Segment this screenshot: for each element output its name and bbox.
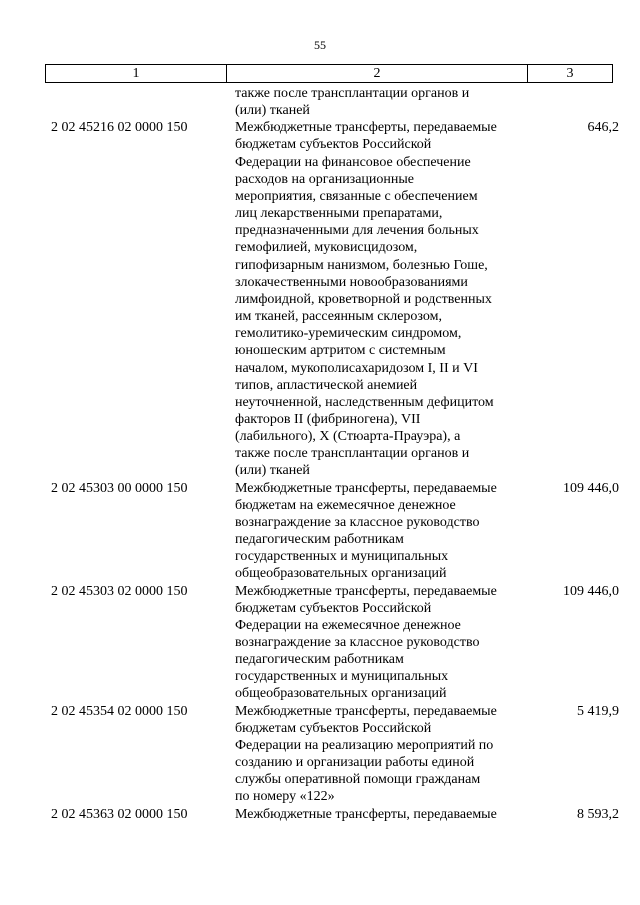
amount-cell: 5 419,9 <box>577 703 619 719</box>
description-line: также после трансплантации органов и <box>235 86 470 101</box>
description-line: бюджетам субъектов Российской <box>235 720 432 736</box>
description-line: злокачественными новообразованиями <box>235 274 468 290</box>
description-line: им тканей, рассеянным склерозом, <box>235 309 442 325</box>
column-header-1: 1 <box>46 65 227 83</box>
description-cell <box>231 806 535 823</box>
page-number: 55 <box>314 38 326 52</box>
description-line: факторов II (фибриногена), VII <box>235 411 421 427</box>
continuation-row <box>45 85 623 119</box>
column-header-row <box>46 65 613 83</box>
description-line: Межбюджетные трансферты, передаваемые <box>235 806 497 822</box>
continuation-amount-cell <box>535 85 623 119</box>
column-header-table <box>45 64 613 83</box>
description-line: педагогическим работникам <box>235 532 404 548</box>
column-header-2: 2 <box>227 65 528 83</box>
description-line: вознаграждение за классное руководство <box>235 635 480 650</box>
description-line: службы оперативной помощи гражданам <box>235 772 481 788</box>
table-row <box>45 703 623 806</box>
description-line: бюджетам субъектов Российской <box>235 137 432 153</box>
amount-cell: 109 446,0 <box>563 480 619 496</box>
description-line: гемолитико-уремическим синдромом, <box>235 326 462 342</box>
description-cell <box>231 703 535 806</box>
description-line: также после трансплантации органов и <box>235 446 470 462</box>
description-line: Межбюджетные трансферты, передаваемые <box>235 120 497 136</box>
budget-code-cell: 2 02 45303 00 0000 150 <box>51 480 188 496</box>
table-row <box>45 806 623 823</box>
description-line: (или) тканей <box>235 463 310 479</box>
description-line: бюджетам на ежемесячное денежное <box>235 497 456 513</box>
description-line: лимфоидной, кроветворной и родственных <box>235 291 492 307</box>
description-line: Межбюджетные трансферты, передаваемые <box>235 583 497 599</box>
description-cell <box>231 119 535 479</box>
description-line: Межбюджетные трансферты, передаваемые <box>235 480 497 496</box>
continuation-code-cell <box>45 85 231 119</box>
description-line: Федерации на финансовое обеспечение <box>235 154 471 170</box>
description-line: (лабильного), X (Стюарта-Прауэра), а <box>235 429 461 445</box>
description-line: типов, апластической анемией <box>235 377 418 393</box>
budget-code-cell: 2 02 45303 02 0000 150 <box>51 583 188 599</box>
amount-cell: 109 446,0 <box>563 583 619 599</box>
description-line: расходов на организационные <box>235 171 415 187</box>
description-line: началом, мукополисахаридозом I, II и VI <box>235 360 478 376</box>
table-row <box>45 583 623 703</box>
description-cell <box>231 480 535 583</box>
description-line: государственных и муниципальных <box>235 549 449 565</box>
description-line: созданию и организации работы единой <box>235 755 475 771</box>
amount-cell: 646,2 <box>587 120 619 136</box>
table-row <box>45 480 623 583</box>
amount-cell: 8 593,2 <box>577 806 619 822</box>
description-line: гемофилией, муковисцидозом, <box>235 240 418 256</box>
description-line: лиц лекарственными препаратами, <box>235 206 443 222</box>
description-line: общеобразовательных организаций <box>235 686 447 702</box>
description-line: бюджетам субъектов Российской <box>235 600 432 616</box>
description-line: по номеру «122» <box>235 789 335 805</box>
description-line: предназначенными для лечения больных <box>235 223 479 239</box>
column-header-3: 3 <box>528 65 613 83</box>
description-line: мероприятия, связанные с обеспечением <box>235 188 478 204</box>
description-line: педагогическим работникам <box>235 652 404 668</box>
description-line: неуточненной, наследственным дефицитом <box>235 394 494 410</box>
description-cell <box>231 583 535 703</box>
continuation-description-cell <box>231 85 535 119</box>
budget-code-cell: 2 02 45363 02 0000 150 <box>51 806 188 822</box>
table-row <box>45 119 623 479</box>
description-line: гипофизарным нанизмом, болезнью Гоше, <box>235 257 488 273</box>
description-line: общеобразовательных организаций <box>235 566 447 582</box>
budget-code-cell: 2 02 45354 02 0000 150 <box>51 703 188 719</box>
budget-code-cell: 2 02 45216 02 0000 150 <box>51 120 188 136</box>
description-line: Межбюджетные трансферты, передаваемые <box>235 703 497 719</box>
description-line: (или) тканей <box>235 103 310 119</box>
description-line: юношеским артритом с системным <box>235 343 446 359</box>
description-line: Федерации на ежемесячное денежное <box>235 617 461 633</box>
description-line: государственных и муниципальных <box>235 669 449 685</box>
budget-table <box>45 85 623 823</box>
description-line: Федерации на реализацию мероприятий по <box>235 737 494 753</box>
description-line: вознаграждение за классное руководство <box>235 514 480 530</box>
budget-table-body <box>45 85 623 823</box>
